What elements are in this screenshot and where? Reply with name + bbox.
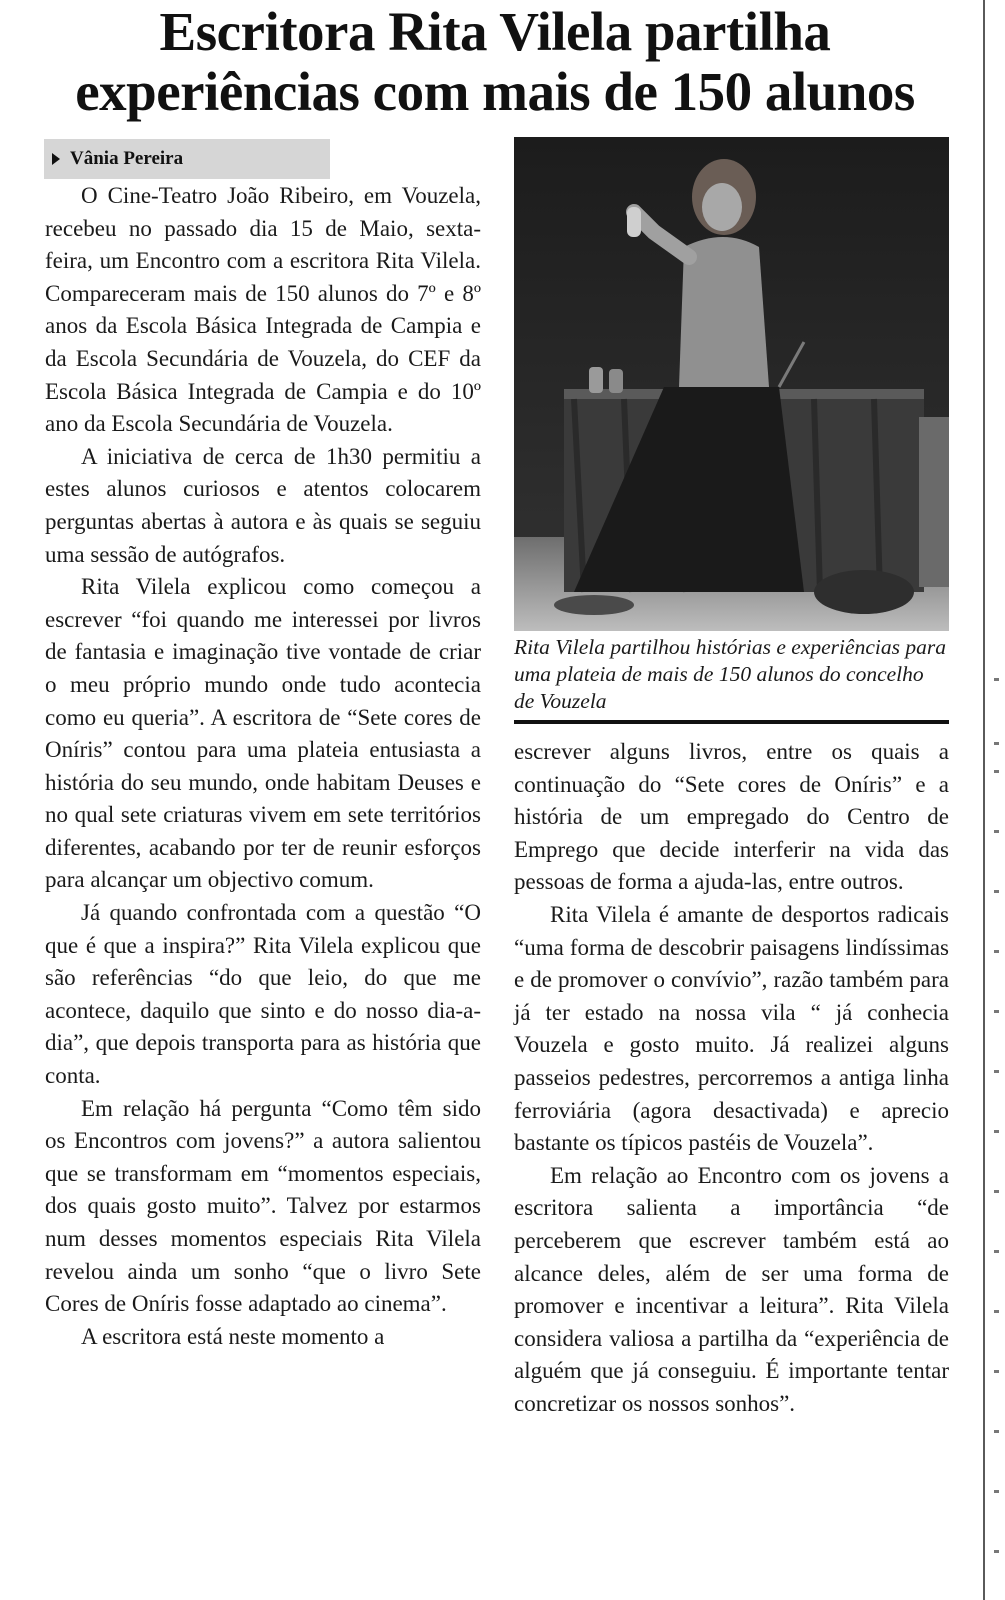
photo-caption: Rita Vilela partilhou histórias e experiências para uma plateia de mais de 150 alunos do concelho de Vouzela (514, 635, 946, 713)
article-photo (514, 137, 949, 631)
left-column (45, 180, 481, 1353)
triangle-bullet-icon (52, 153, 60, 165)
paragraph: Em relação há pergunta “Como têm sido os Encontros com jovens?” a autora salientou que se transformam em “momentos especiais, dos quais gosto muito”. Talvez por estarmos num desses momentos especiais Rita Vilela revelou ainda um sonho “que o livro Sete Cores de Oníris fosse adaptado ao cinema”. (45, 1095, 481, 1317)
byline (44, 139, 330, 179)
paragraph: Rita Vilela explicou como começou a escrever “foi quando me interessei por livros de fantasia e imaginação tive vontade de criar o meu próprio mundo onde tudo acontecia como eu queria”. A escritora de “Sete cores de Oníris” contou para uma plateia entusiasta a história do seu mundo, onde habitam Deuses e no qual sete criaturas vivem em sete territórios diferentes, acabando por ter de reunir esforços para alcançar um objectivo comum. (45, 574, 481, 893)
paragraph: O Cine-Teatro João Ribeiro, em Vouzela, recebeu no passado dia 15 de Maio, sexta-feira, um Encontro com a escritora Rita Vilela. Compareceram mais de 150 alunos do 7º e 8º anos da Escola Básica Integrada de Campia e da Escola Secundária de Vouzela, do CEF da Escola Básica Integrada de Campia e do 10º ano da Escola Secundária de Vouzela. (45, 183, 481, 437)
right-column (514, 736, 949, 1420)
headline (30, 2, 960, 122)
adjacent-column-edge (992, 130, 1005, 1590)
paragraph: A escritora está neste momento a (81, 1323, 385, 1349)
caption-divider (514, 720, 949, 724)
paragraph: A iniciativa de cerca de 1h30 permitiu a estes alunos curiosos e atentos colocarem perguntas abertas à autora e às quais se seguiu uma sessão de autógrafos. (45, 443, 481, 567)
headline-line-2: experiências com mais de 150 alunos (75, 61, 915, 122)
headline-line-1: Escritora Rita Vilela partilha (159, 1, 831, 62)
paragraph: Já quando confrontada com a questão “O que é que a inspira?” Rita Vilela explicou que são referências “do que leio, do que me acontece, daquilo que sinto e do nosso dia-a-dia”, que depois transporta para as história que conta. (45, 900, 481, 1089)
byline-author: Vânia Pereira (70, 148, 184, 169)
page-divider (983, 0, 985, 1600)
photo-stage-scene (514, 137, 949, 631)
paragraph: Rita Vilela é amante de desportos radicais “uma forma de descobrir paisagens lindíssimas e de promover o convívio”, razão também para já ter estado na nossa vila “ já conhecia Vouzela e gosto muito. Já realizei alguns passeios pedestres, percorremos a antiga linha ferroviária (agora desactivada) e aprecio bastante os típicos pastéis de Vouzela”. (514, 901, 949, 1156)
paragraph: Em relação ao Encontro com os jovens a escritora salienta a importância “de perceberem que escrever também está ao alcance deles, além de ser uma forma de promover e incentivar a leitura”. Rita Vilela considera valiosa a partilha da “experiência de alguém que já conseguiu. É importante tentar concretizar os nossos sonhos”. (514, 1162, 949, 1416)
paragraph: escrever alguns livros, entre os quais a continuação do “Sete cores de Oníris” e a história de um empregado do Centro de Emprego que decide interferir na vida das pessoas de forma a ajuda-las, entre outros. (514, 739, 949, 895)
